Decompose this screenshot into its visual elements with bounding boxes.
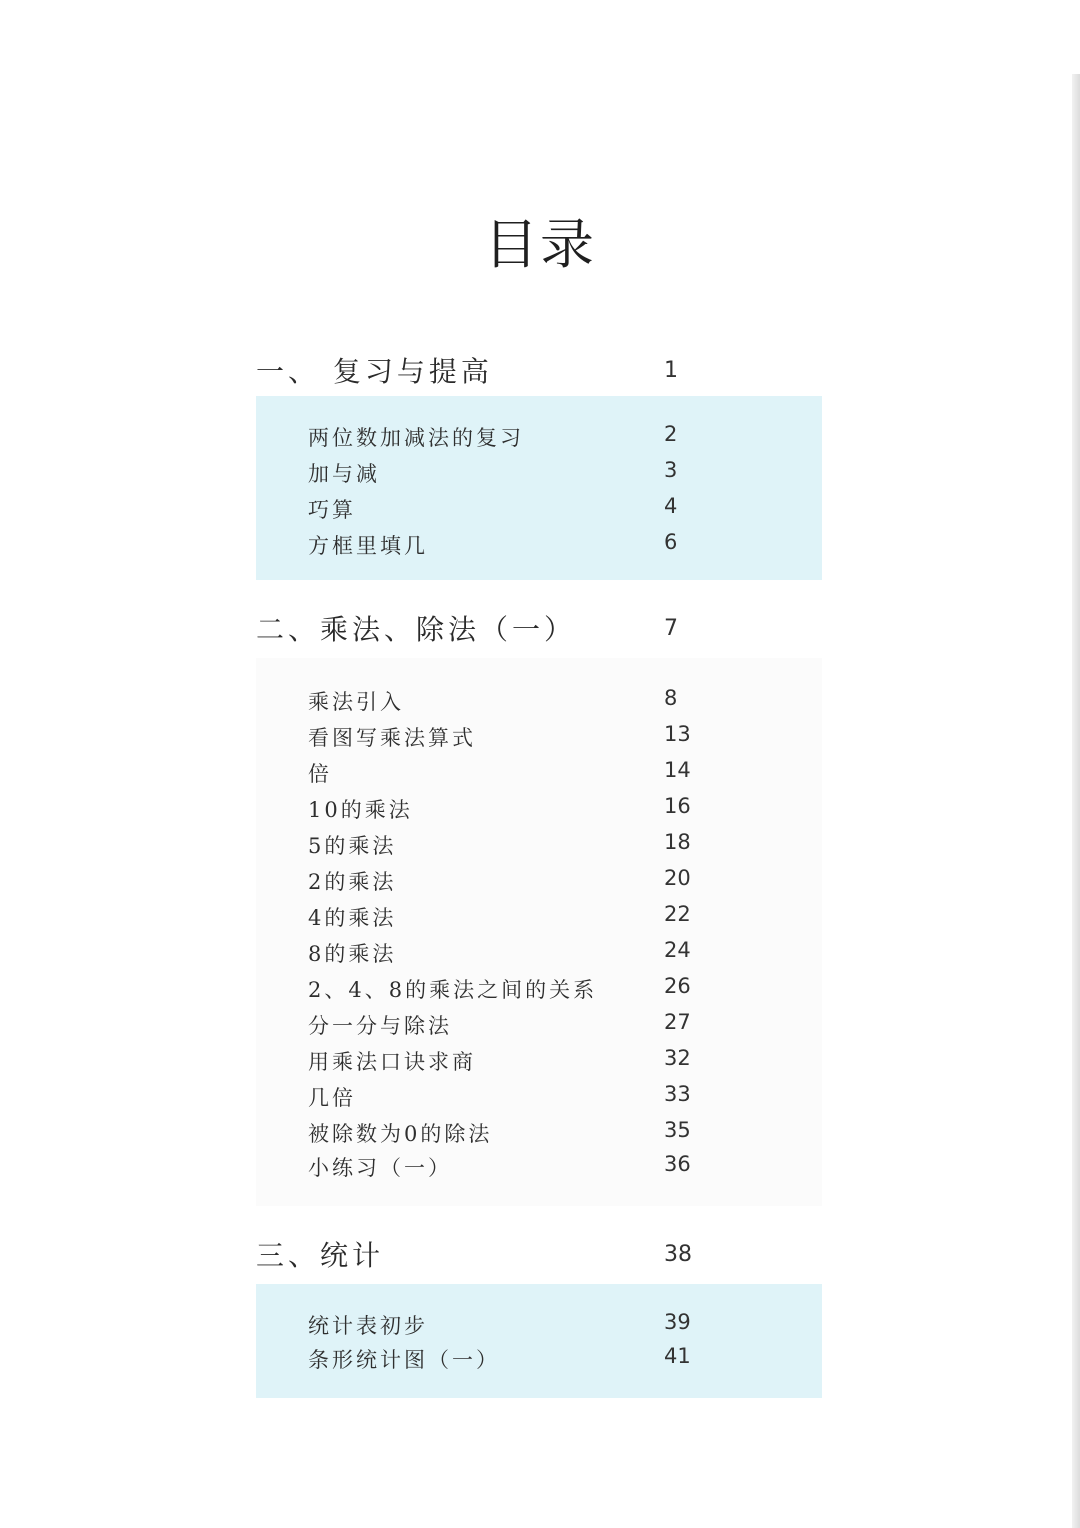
toc-item-label: 几倍 [308,1086,356,1110]
toc-item-page: 24 [664,938,691,962]
toc-item-page: 13 [664,722,691,746]
page-title: 目录 [484,213,596,276]
toc-item-label: 巧算 [308,498,356,522]
toc-item[interactable] [308,458,728,490]
toc-item-page: 32 [664,1046,691,1070]
toc-item-label: 倍 [308,762,332,786]
toc-item[interactable] [308,866,728,898]
toc-item[interactable] [308,1010,728,1042]
toc-item-page: 2 [664,422,678,446]
toc-item[interactable] [308,830,728,862]
toc-item-label: 方框里填几 [308,534,428,558]
toc-item-label: 看图写乘法算式 [308,726,476,750]
chapter-title: 三、统计 [256,1239,385,1272]
toc-item-page: 39 [664,1310,691,1334]
toc-item-page: 16 [664,794,691,818]
toc-item-page: 35 [664,1118,691,1142]
toc-item-label: 统计表初步 [308,1314,428,1338]
toc-item[interactable] [308,422,728,454]
toc-item-page: 18 [664,830,691,854]
chapter-1-heading[interactable] [256,350,696,390]
toc-item-page: 22 [664,902,691,926]
toc-item[interactable] [308,722,728,754]
toc-item[interactable] [308,530,728,562]
toc-item-label: 加与减 [308,462,380,486]
toc-item[interactable] [308,758,728,790]
page-right-edge [1072,74,1080,1528]
toc-item-label: 两位数加减法的复习 [308,426,524,450]
toc-item-label: 被除数为0的除法 [308,1122,493,1146]
chapter-2-heading[interactable] [256,608,696,648]
toc-item-page: 4 [664,494,678,518]
toc-item-page: 27 [664,1010,691,1034]
toc-item-page: 41 [664,1344,691,1368]
toc-item[interactable] [308,1310,728,1342]
toc-item-page: 3 [664,458,678,482]
toc-item[interactable] [308,902,728,934]
chapter-title: 一、 复习与提高 [256,355,493,388]
toc-item[interactable] [308,1118,728,1150]
toc-item-label: 2、4、8的乘法之间的关系 [308,978,598,1002]
toc-item-label: 分一分与除法 [308,1014,452,1038]
toc-item-label: 条形统计图（一） [308,1348,500,1372]
toc-item[interactable] [308,1082,728,1114]
chapter-1-section [256,396,822,580]
toc-item-label: 乘法引入 [308,690,404,714]
toc-item-page: 6 [664,530,678,554]
toc-item-label: 用乘法口诀求商 [308,1050,476,1074]
toc-item[interactable] [308,494,728,526]
toc-item[interactable] [308,938,728,970]
toc-item-page: 14 [664,758,691,782]
toc-item-label: 8的乘法 [308,942,397,966]
toc-item-page: 26 [664,974,691,998]
toc-item-page: 20 [664,866,691,890]
toc-item[interactable] [308,1344,728,1376]
toc-item-label: 小练习（一） [308,1156,452,1180]
chapter-page-number: 1 [664,358,678,383]
toc-item[interactable] [308,686,728,718]
chapter-page-number: 7 [664,616,678,641]
toc-item-label: 10的乘法 [308,798,413,822]
toc-item-label: 2的乘法 [308,870,397,894]
toc-item-page: 36 [664,1152,691,1176]
toc-item[interactable] [308,974,728,1006]
chapter-title: 二、乘法、除法（一） [256,613,577,646]
toc-item[interactable] [308,1046,728,1078]
chapter-3-heading[interactable] [256,1234,696,1274]
chapter-page-number: 38 [664,1242,692,1267]
chapter-2-section [256,658,822,1206]
toc-item-page: 8 [664,686,678,710]
toc-item[interactable] [308,1152,728,1184]
toc-item-label: 4的乘法 [308,906,397,930]
chapter-3-section [256,1284,822,1398]
toc-item[interactable] [308,794,728,826]
toc-item-label: 5的乘法 [308,834,397,858]
toc-item-page: 33 [664,1082,691,1106]
page-top-margin [0,0,1080,74]
